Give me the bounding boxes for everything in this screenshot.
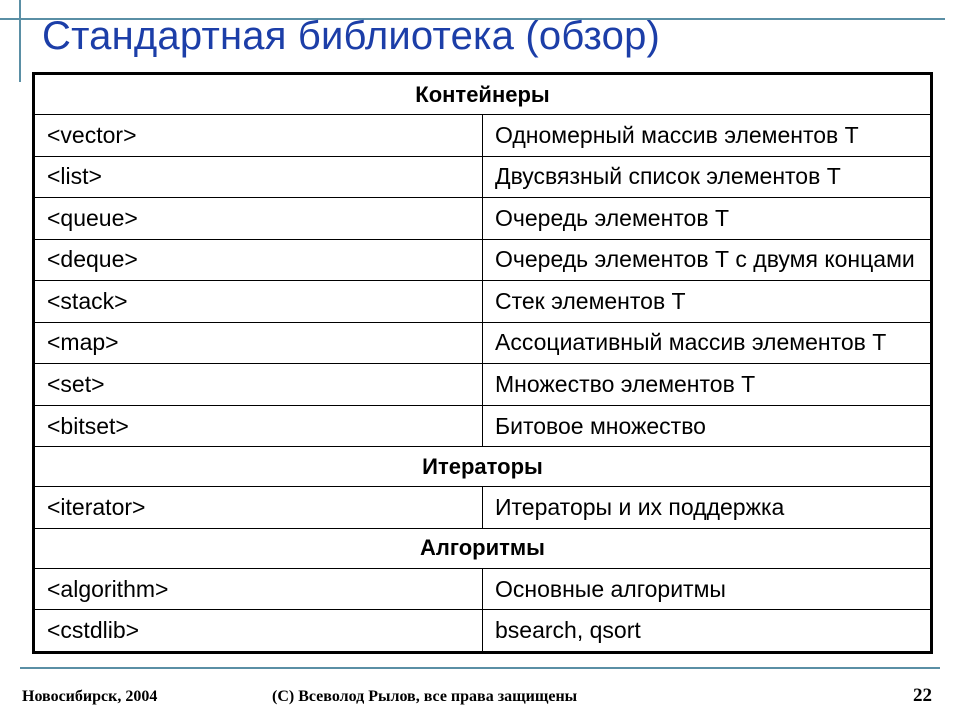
library-table-frame	[32, 72, 933, 654]
footer-divider	[20, 667, 940, 669]
description-cell: Одномерный массив элементов Т	[483, 115, 931, 157]
header-name-cell: <map>	[35, 322, 483, 364]
table-row	[35, 281, 931, 323]
table-row	[35, 364, 931, 406]
description-cell: Двусвязный список элементов Т	[483, 156, 931, 198]
table-row	[35, 115, 931, 157]
page-number: 22	[913, 685, 932, 706]
description-cell: Очередь элементов Т	[483, 198, 931, 240]
header-name-cell: <bitset>	[35, 405, 483, 447]
footer-location: Новосибирск, 2004	[22, 688, 158, 705]
section-heading: Контейнеры	[35, 75, 931, 115]
section-heading: Алгоритмы	[35, 528, 931, 568]
section-row-iterators	[35, 447, 931, 487]
section-row-containers	[35, 75, 931, 115]
header-name-cell: <list>	[35, 156, 483, 198]
header-name-cell: <vector>	[35, 115, 483, 157]
table-row	[35, 156, 931, 198]
description-cell: bsearch, qsort	[483, 610, 931, 652]
description-cell: Стек элементов Т	[483, 281, 931, 323]
footer-copyright: (С) Всеволод Рылов, все права защищены	[272, 688, 578, 705]
header-name-cell: <iterator>	[35, 487, 483, 529]
table-row	[35, 405, 931, 447]
table-row	[35, 487, 931, 529]
section-heading: Итераторы	[35, 447, 931, 487]
table-row	[35, 322, 931, 364]
header-name-cell: <queue>	[35, 198, 483, 240]
header-name-cell: <cstdlib>	[35, 610, 483, 652]
table-row	[35, 610, 931, 652]
header-name-cell: <stack>	[35, 281, 483, 323]
table-row	[35, 568, 931, 610]
description-cell: Множество элементов Т	[483, 364, 931, 406]
table-row	[35, 239, 931, 281]
header-name-cell: <algorithm>	[35, 568, 483, 610]
library-table	[34, 74, 931, 652]
description-cell: Ассоциативный массив элементов Т	[483, 322, 931, 364]
decorative-vertical-line	[19, 0, 21, 82]
description-cell: Битовое множество	[483, 405, 931, 447]
description-cell: Очередь элементов Т с двумя концами	[483, 239, 931, 281]
description-cell: Основные алгоритмы	[483, 568, 931, 610]
description-cell: Итераторы и их поддержка	[483, 487, 931, 529]
table-row	[35, 198, 931, 240]
header-name-cell: <set>	[35, 364, 483, 406]
slide-title: Стандартная библиотека (обзор)	[42, 14, 661, 58]
section-row-algorithms	[35, 528, 931, 568]
header-name-cell: <deque>	[35, 239, 483, 281]
